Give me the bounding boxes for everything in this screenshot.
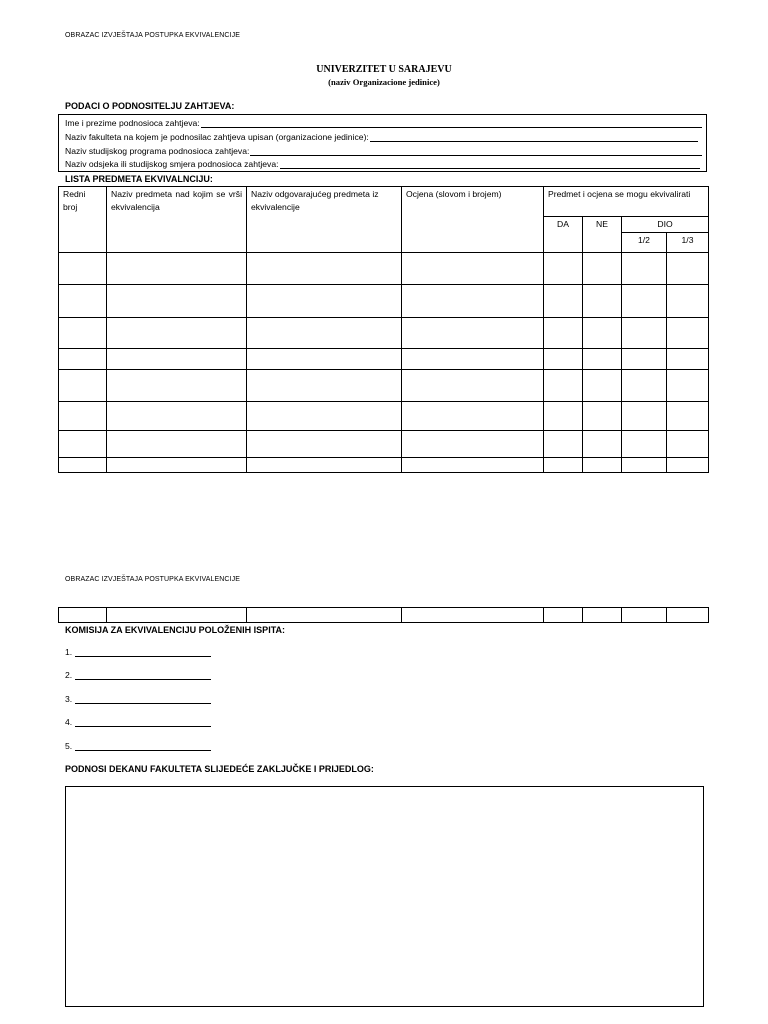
- col-header-dio: DIO: [622, 217, 709, 233]
- col-header-third: 1/3: [667, 233, 709, 253]
- commission-member-4[interactable]: [65, 717, 211, 727]
- applicant-name-field[interactable]: [65, 118, 702, 130]
- page2-form-label: OBRAZAC IZVJEŠTAJA POSTUPKA EKVIVALENCIJE: [65, 576, 240, 583]
- subjects-section-heading: LISTA PREDMETA EKVIVALNCIJU:: [65, 174, 213, 184]
- org-unit-subtitle: (naziv Organizacione jedinice): [328, 77, 440, 87]
- conclusion-heading: PODNOSI DEKANU FAKULTETA SLIJEDEĆE ZAKLJUČKE I PRIJEDLOG:: [65, 764, 374, 774]
- col-header-half: 1/2: [622, 233, 667, 253]
- table-row: [59, 318, 709, 349]
- col-header-ekvivaliranje: Predmet i ocjena se mogu ekvivalirati: [544, 187, 709, 217]
- applicant-section-heading: PODACI O PODNOSITELJU ZAHTJEVA:: [65, 101, 235, 111]
- col-header-odgovarajuci-predmet: Naziv odgovarajućeg predmeta iz ekvivalencije: [247, 187, 402, 253]
- commission-member-5[interactable]: [65, 741, 211, 751]
- commission-member-2[interactable]: [65, 670, 211, 680]
- commission-member-1[interactable]: [65, 647, 211, 657]
- member-number: 2.: [65, 670, 73, 680]
- table-row: [59, 431, 709, 458]
- col-header-redni-broj: Redni broj: [59, 187, 107, 253]
- table-row: [59, 402, 709, 431]
- member-number: 5.: [65, 741, 73, 751]
- commission-heading: KOMISIJA ZA EKVIVALENCIJU POLOŽENIH ISPITA:: [65, 625, 286, 635]
- table-row: [59, 458, 709, 473]
- table-row: [59, 253, 709, 285]
- subjects-table-continued: [58, 607, 709, 623]
- table-row: [59, 349, 709, 370]
- department-field[interactable]: [65, 159, 700, 171]
- member-number: 3.: [65, 694, 73, 704]
- study-program-field[interactable]: [65, 146, 702, 158]
- member-number: 4.: [65, 717, 73, 727]
- conclusion-textbox[interactable]: [65, 786, 704, 1007]
- table-row: [59, 608, 709, 623]
- subjects-table: [58, 186, 709, 473]
- applicant-info-box: [58, 114, 707, 172]
- department-label: Naziv odsjeka ili studijskog smjera podnosioca zahtjeva:: [65, 159, 279, 169]
- col-header-naziv-predmeta: Naziv predmeta nad kojim se vrši ekvivalencija: [107, 187, 247, 253]
- university-title: UNIVERZITET U SARAJEVU: [316, 64, 452, 75]
- table-row: [59, 285, 709, 318]
- commission-member-3[interactable]: [65, 694, 211, 704]
- col-header-ne: NE: [583, 217, 622, 253]
- applicant-name-label: Ime i prezime podnosioca zahtjeva:: [65, 118, 200, 128]
- col-header-da: DA: [544, 217, 583, 253]
- faculty-name-field[interactable]: [65, 132, 698, 144]
- study-program-label: Naziv studijskog programa podnosioca zahtjeva:: [65, 146, 250, 156]
- member-number: 1.: [65, 647, 73, 657]
- col-header-ocjena: Ocjena (slovom i brojem): [402, 187, 544, 253]
- table-row: [59, 370, 709, 402]
- form-label: OBRAZAC IZVJEŠTAJA POSTUPKA EKVIVALENCIJE: [65, 32, 240, 39]
- faculty-name-label: Naziv fakulteta na kojem je podnosilac zahtjeva upisan (organizacione jedinice):: [65, 132, 369, 142]
